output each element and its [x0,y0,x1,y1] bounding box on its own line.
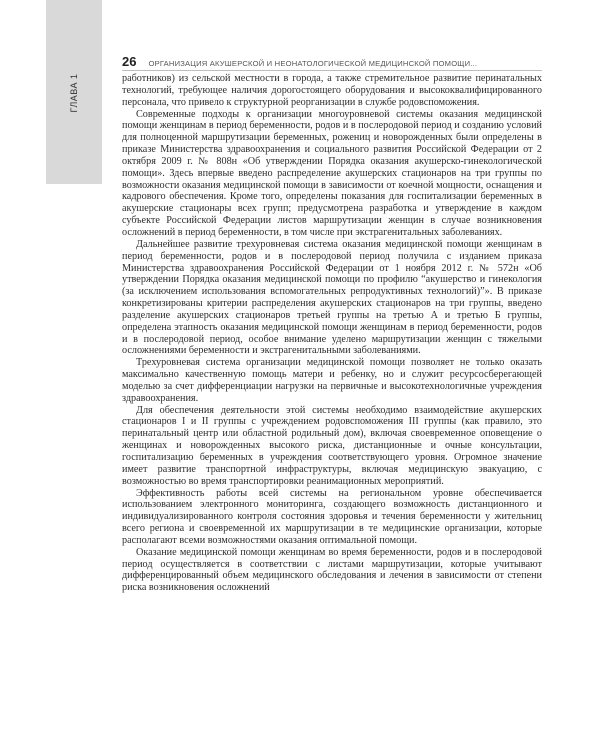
paragraph-6: Эффективность работы всей системы на региональном уровне обеспечивается использованием электронного мониторинга, создающего возможность дистанционного и индивидуализированного контроля состояния здоровья и течения беременности у жительниц всего региона и своевременной их маршрутизации в те медицинские организации, которые располагают всеми возможностями оказания оптимальной помощи. [122,487,542,546]
body-text [122,73,542,594]
paragraph-4: Трехуровневая система организации медицинской помощи позволяет не только оказать максимально качественную помощь матери и ребенку, но и служит ресурсосберегающей моделью за счет дифференциации нагрузки на первичные и высокотехнологичные учреждения здравоохранения. [122,357,542,404]
paragraph-3: Дальнейшее развитие трехуровневая система оказания медицинской помощи женщинам в период беременности, родов и в послеродовой период получила с изданием приказа Министерства здравоохранения Российской Федерации от 1 ноября 2012 г. № 572н «Об утверждении Порядка оказания медицинской помощи по профилю “акушерство и гинекология (за исключением использования вспомогательных репродуктивных технологий)”». В приказе конкретизированы критерии распределения акушерских стационаров на три группы, введено разделение акушерских стационаров третьей группы на третью А и третью Б группы, определена этапность оказания медицинской помощи женщинам в период беременности, родов и в послеродовой период, особое внимание уделено маршрутизации женщин с тяжелыми осложнениями беременности и экстрагенитальными заболеваниями. [122,238,542,357]
running-title: ОРГАНИЗАЦИЯ АКУШЕРСКОЙ И НЕОНАТОЛОГИЧЕСКОЙ МЕДИЦИНСКОЙ ПОМОЩИ... [148,59,478,68]
running-header [122,54,542,71]
paragraph-5: Для обеспечения деятельности этой системы необходимо взаимодействие акушерских стационаров I и II группы с учреждением родовспоможения III группы (как правило, это перинатальный центр или областной родильный дом), включая своевременное оповещение о женщинах и новорожденных высокого риска, дистанционные и очные консультации, госпитализацию беременных в учреждения соответствующего уровня. Огромное значение имеет развитие транспортной инфраструктуры, включая медицинскую эвакуацию, с возможностью во время транспортировки реанимационных мероприятий. [122,404,542,487]
paragraph-7: Оказание медицинской помощи женщинам во время беременности, родов и в послеродовой период осуществляется в соответствии с листами маршрутизации, которые учитывают дифференцированный объем медицинского обследования и лечения в зависимости от степени риска возникновения осложнений [122,546,542,594]
page-number: 26 [122,54,137,69]
paragraph-1: работников) из сельской местности в города, а также стремительное развитие перинатальных технологий, требующее наличия дорогостоящего оборудования и высококвалифицированного персонала, что привело к структурной реорганизации в службе родовспоможения. [122,73,542,108]
chapter-side-tab [46,0,102,184]
paragraph-2: Современные подходы к организации многоуровневой системы оказания медицинской помощи женщинам в период беременности, родов и в послеродовой период и созданию условий для полноценной маршрутизации беременных, рожениц и новорожденных были определены в приказе Министерства здравоохранения и социального развития Российской Федерации от 2 октября 2009 г. № 808н «Об утверждении Порядка оказания акушерско-гинекологической помощи». Здесь впервые введено распределение акушерских стационаров на три группы по возможности оказания медицинской помощи в зависимости от коечной мощности, оснащения и кадрового обеспечения. Кроме того, определены показания для госпитализации беременных в акушерские стационары всех групп; предусмотрена разработка и утверждение в каждом субъекте Российской Федерации листов маршрутизации женщин в случае возникновения осложнений в период беременности, в том числе при экстрагенитальных заболеваниях. [122,108,542,238]
chapter-label: ГЛАВА 1 [69,73,79,113]
